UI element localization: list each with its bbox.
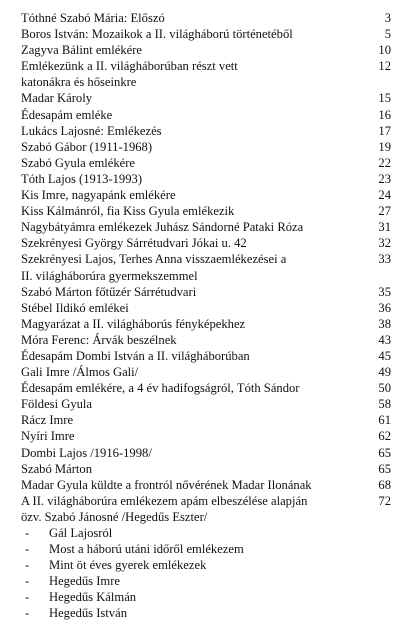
toc-subentry-title: Mint öt éves gyerek emlékezek <box>49 558 207 573</box>
toc-entry-title: Madar Gyula küldte a frontról nővérének Madar Ilonának <box>21 477 312 492</box>
toc-entry <box>21 219 391 235</box>
toc-entry-title: Magyarázat a II. világháborús fényképekhez <box>21 316 246 331</box>
toc-entry <box>21 139 391 155</box>
toc-entry-title: Szekrényesi Lajos, Terhes Anna visszaemlékezései a <box>21 252 287 267</box>
toc-entry-page-number: 22 <box>378 155 391 170</box>
toc-entry <box>21 235 391 251</box>
toc-entry <box>21 10 391 26</box>
toc-entry-title: Boros István: Mozaikok a II. világháború történetéből <box>21 27 293 42</box>
toc-entry <box>21 412 391 428</box>
toc-entry-page-number: 72 <box>378 493 391 508</box>
toc-subentry-title: Hegedűs Imre <box>49 574 120 589</box>
toc-entry-page-number: 38 <box>378 316 391 331</box>
toc-entry-title: Zagyva Bálint emlékére <box>21 43 142 58</box>
toc-entry-title: Földesi Gyula <box>21 397 93 412</box>
toc-entry <box>21 171 391 187</box>
toc-subentry-dash: - <box>25 526 30 540</box>
toc-entry <box>21 316 391 332</box>
toc-entry <box>21 268 391 284</box>
toc-entry <box>21 332 391 348</box>
toc-subentry-title: Hegedűs Kálmán <box>49 590 137 605</box>
toc-subentry-dash: - <box>25 574 30 589</box>
toc-subentry-title: Gál Lajosról <box>49 526 113 540</box>
toc-entry-title: Szabó Márton <box>21 461 92 476</box>
toc-entry-title: Rácz Imre <box>21 413 74 428</box>
toc-entry-title: Édesapám emléke <box>21 107 113 122</box>
toc-subentry <box>21 525 391 541</box>
toc-entry-title: Tóthné Szabó Mária: Előszó <box>21 11 165 25</box>
toc-entry-page-number: 43 <box>378 332 391 347</box>
toc-entry <box>21 300 391 316</box>
toc-entry <box>21 58 391 74</box>
toc-subentry <box>21 605 391 621</box>
toc-entry-title: Kiss Kálmánról, fia Kiss Gyula emlékezik <box>21 204 235 219</box>
toc-entry-title: Édesapám Dombi István a II. világháborúban <box>21 348 250 363</box>
toc-entry <box>21 74 391 90</box>
toc-subentry <box>21 573 391 589</box>
toc-entry-page-number: 19 <box>378 139 391 154</box>
toc-subentry-dash: - <box>25 542 30 557</box>
toc-entry <box>21 477 391 493</box>
toc-entry <box>21 493 391 509</box>
toc-entry-title: Dombi Lajos /1916-1998/ <box>21 445 152 460</box>
toc-entry-title: Szekrényesi György Sárrétudvari Jókai u. 42 <box>21 236 247 251</box>
toc-entry <box>21 251 391 267</box>
toc-entry-title: Móra Ferenc: Árvák beszélnek <box>21 332 177 347</box>
toc-entry-title: Lukács Lajosné: Emlékezés <box>21 123 162 138</box>
toc-entry-title: Gali Imre /Álmos Gali/ <box>21 365 139 380</box>
toc-entry <box>21 90 391 106</box>
table-of-contents <box>21 10 391 622</box>
toc-entry-title: Nyíri Imre <box>21 429 75 444</box>
toc-entry <box>21 396 391 412</box>
toc-entry-page-number: 49 <box>378 365 391 380</box>
toc-entry <box>21 203 391 219</box>
toc-entry-page-number: 16 <box>378 107 391 122</box>
toc-entry-title: Szabó Gyula emlékére <box>21 155 135 170</box>
toc-subentry-title: Hegedűs István <box>49 606 127 621</box>
toc-entry-title: Stébel Ildikó emlékei <box>21 300 129 315</box>
toc-entry-page-number: 12 <box>378 59 391 74</box>
toc-entry <box>21 509 391 525</box>
toc-entry <box>21 348 391 364</box>
toc-entry-title: Madar Károly <box>21 91 92 106</box>
toc-entry <box>21 155 391 171</box>
toc-entry <box>21 284 391 300</box>
toc-entry-page-number: 45 <box>378 348 391 363</box>
toc-entry <box>21 123 391 139</box>
toc-entry-page-number: 33 <box>378 252 391 267</box>
toc-entry-title: katonákra és hőseinkre <box>21 75 137 90</box>
toc-entry <box>21 26 391 42</box>
toc-entry-title: Szabó Gábor (1911-1968) <box>21 139 153 154</box>
toc-entry-page-number: 32 <box>378 236 391 251</box>
toc-entry-page-number: 27 <box>378 204 391 219</box>
toc-entry-page-number: 5 <box>384 27 391 42</box>
toc-entry-title: Emlékezünk a II. világháborúban részt vett <box>21 59 238 74</box>
toc-entry <box>21 364 391 380</box>
toc-entry-page-number: 3 <box>384 11 391 25</box>
toc-entry <box>21 461 391 477</box>
toc-entry-page-number: 24 <box>378 188 391 203</box>
toc-entry-page-number: 65 <box>378 461 391 476</box>
toc-entry-page-number: 17 <box>378 123 391 138</box>
toc-entry-page-number: 15 <box>378 91 391 106</box>
toc-subentry-dash: - <box>25 590 30 605</box>
toc-entry-title: özv. Szabó Jánosné /Hegedűs Eszter/ <box>21 509 208 524</box>
toc-entry-page-number: 68 <box>378 477 391 492</box>
toc-entry-page-number: 62 <box>378 429 391 444</box>
toc-entry-title: Nagybátyámra emlékezek Juhász Sándorné Pataki Róza <box>21 220 304 235</box>
toc-entry <box>21 428 391 444</box>
toc-entry-title: Szabó Márton főtűzér Sárrétudvari <box>21 284 197 299</box>
toc-subentry-title: Most a háború utáni időről emlékezem <box>49 542 244 557</box>
toc-entry-title: A II. világháborúra emlékezem apám elbeszélése alapján <box>21 493 308 508</box>
toc-entry-page-number: 65 <box>378 445 391 460</box>
toc-entry-page-number: 23 <box>378 171 391 186</box>
toc-entry-page-number: 61 <box>378 413 391 428</box>
toc-entry-title: Tóth Lajos (1913-1993) <box>21 171 143 186</box>
toc-entry <box>21 445 391 461</box>
toc-subentry <box>21 557 391 573</box>
toc-entry <box>21 380 391 396</box>
toc-entry-title: Kis Imre, nagyapánk emlékére <box>21 188 176 203</box>
toc-entry-page-number: 50 <box>378 381 391 396</box>
toc-entry-page-number: 36 <box>378 300 391 315</box>
toc-subentry-dash: - <box>25 558 30 573</box>
toc-entry <box>21 42 391 58</box>
toc-entry <box>21 107 391 123</box>
toc-subentry <box>21 541 391 557</box>
toc-entry-page-number: 10 <box>378 43 391 58</box>
toc-entry-title: Édesapám emlékére, a 4 év hadifogságról, Tóth Sándor <box>21 381 300 396</box>
toc-subentry <box>21 589 391 605</box>
toc-entry <box>21 187 391 203</box>
toc-entry-page-number: 35 <box>378 284 391 299</box>
toc-entry-page-number: 31 <box>378 220 391 235</box>
toc-entry-page-number: 58 <box>378 397 391 412</box>
toc-entry-title: II. világháborúra gyermekszemmel <box>21 268 198 283</box>
toc-subentry-dash: - <box>25 606 30 621</box>
